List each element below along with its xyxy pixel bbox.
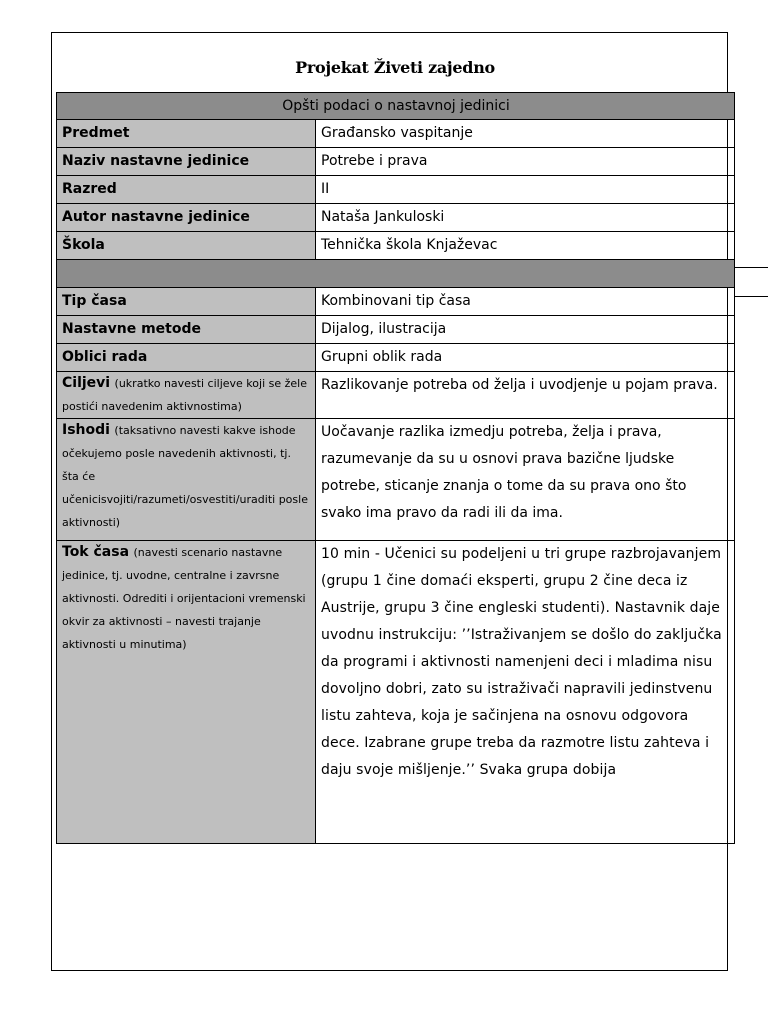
lesson-plan-table <box>56 92 735 844</box>
row-label-lesson-type <box>57 288 316 316</box>
label-text: Tok časa <box>62 544 130 560</box>
table-row <box>57 176 735 204</box>
table-row <box>57 288 735 316</box>
row-value-outcomes: Uočavanje razlika izmedju potreba, želja i prava, razumevanje da su u osnovi prava bazične ljudske potrebe, sticanje znanja o tome da su prava ono što svako ima pravo da radi ili da ima. <box>316 419 735 541</box>
table-row <box>57 344 735 372</box>
row-value-school: Tehnička škola Knjaževac <box>316 232 735 260</box>
row-value-lesson-type: Kombinovani tip časa <box>316 288 735 316</box>
row-label-grade <box>57 176 316 204</box>
row-label-lesson-flow <box>57 541 316 844</box>
row-label-goals <box>57 372 316 419</box>
row-value-subject: Građansko vaspitanje <box>316 120 735 148</box>
label-text: Razred <box>62 181 117 197</box>
table-row <box>57 316 735 344</box>
table-row <box>57 204 735 232</box>
blank-separator <box>57 260 735 288</box>
table-row <box>57 232 735 260</box>
row-value-unit-name: Potrebe i prava <box>316 148 735 176</box>
row-label-school <box>57 232 316 260</box>
label-hint: (taksativno navesti kakve ishode očekujemo posle navedenih aktivnosti, tj. šta će učenicisvojiti/razumeti/osvestiti/uraditi posle aktivnosti) <box>62 424 308 529</box>
row-label-outcomes <box>57 419 316 541</box>
table-row <box>57 372 735 419</box>
row-value-grade: II <box>316 176 735 204</box>
label-text: Tip časa <box>62 293 127 309</box>
blank-separator-row <box>57 260 735 288</box>
row-label-work-forms <box>57 344 316 372</box>
label-text: Nastavne metode <box>62 321 202 337</box>
label-text: Škola <box>62 237 105 253</box>
table-row <box>57 120 735 148</box>
label-text: Ishodi <box>62 422 110 438</box>
row-label-subject <box>57 120 316 148</box>
row-value-lesson-flow: 10 min - Učenici su podeljeni u tri grupe razbrojavanjem (grupu 1 čine domaći eksperti, grupu 2 čine deca iz Austrije, grupu 3 čine engleski studenti). Nastavnik daje uvodnu instrukciju: ’’Istraživanjem se došlo do zaključka da programi i aktivnosti namenjeni deci i mladima nisu dovoljno dobri, zato su istraživači napravili jedinstvenu listu zahteva, koja je sačinjena na osnovu odgovora dece. Izabrane grupe treba da razmotre listu zahteva i daju svoje mišljenje.’’ Svaka grupa dobija <box>316 541 735 844</box>
margin-rule-line <box>734 267 768 268</box>
section-header: Opšti podaci o nastavnoj jedinici <box>57 93 735 120</box>
row-value-author: Nataša Jankuloski <box>316 204 735 232</box>
label-text: Ciljevi <box>62 375 111 391</box>
document-title: Projekat Živeti zajedno <box>295 58 495 77</box>
section-header-row <box>57 93 735 120</box>
label-text: Autor nastavne jedinice <box>62 209 250 225</box>
label-text: Predmet <box>62 125 130 141</box>
row-label-author <box>57 204 316 232</box>
label-text: Oblici rada <box>62 349 148 365</box>
label-hint: (navesti scenario nastavne jedinice, tj. uvodne, centralne i zavrsne aktivnosti. Odrediti i orijentacioni vremenski okvir za aktivnosti – navesti trajanje aktivnosti u minutima) <box>62 546 306 651</box>
row-value-methods: Dijalog, ilustracija <box>316 316 735 344</box>
margin-rule-line <box>734 296 768 297</box>
label-hint: (ukratko navesti ciljeve koji se žele postići navedenim aktivnostima) <box>62 377 307 413</box>
row-value-work-forms: Grupni oblik rada <box>316 344 735 372</box>
row-value-goals: Razlikovanje potreba od želja i uvodjenje u pojam prava. <box>316 372 735 419</box>
row-label-methods <box>57 316 316 344</box>
row-label-unit-name <box>57 148 316 176</box>
table-row <box>57 419 735 541</box>
label-text: Naziv nastavne jedinice <box>62 153 250 169</box>
table-row <box>57 148 735 176</box>
table-row <box>57 541 735 844</box>
